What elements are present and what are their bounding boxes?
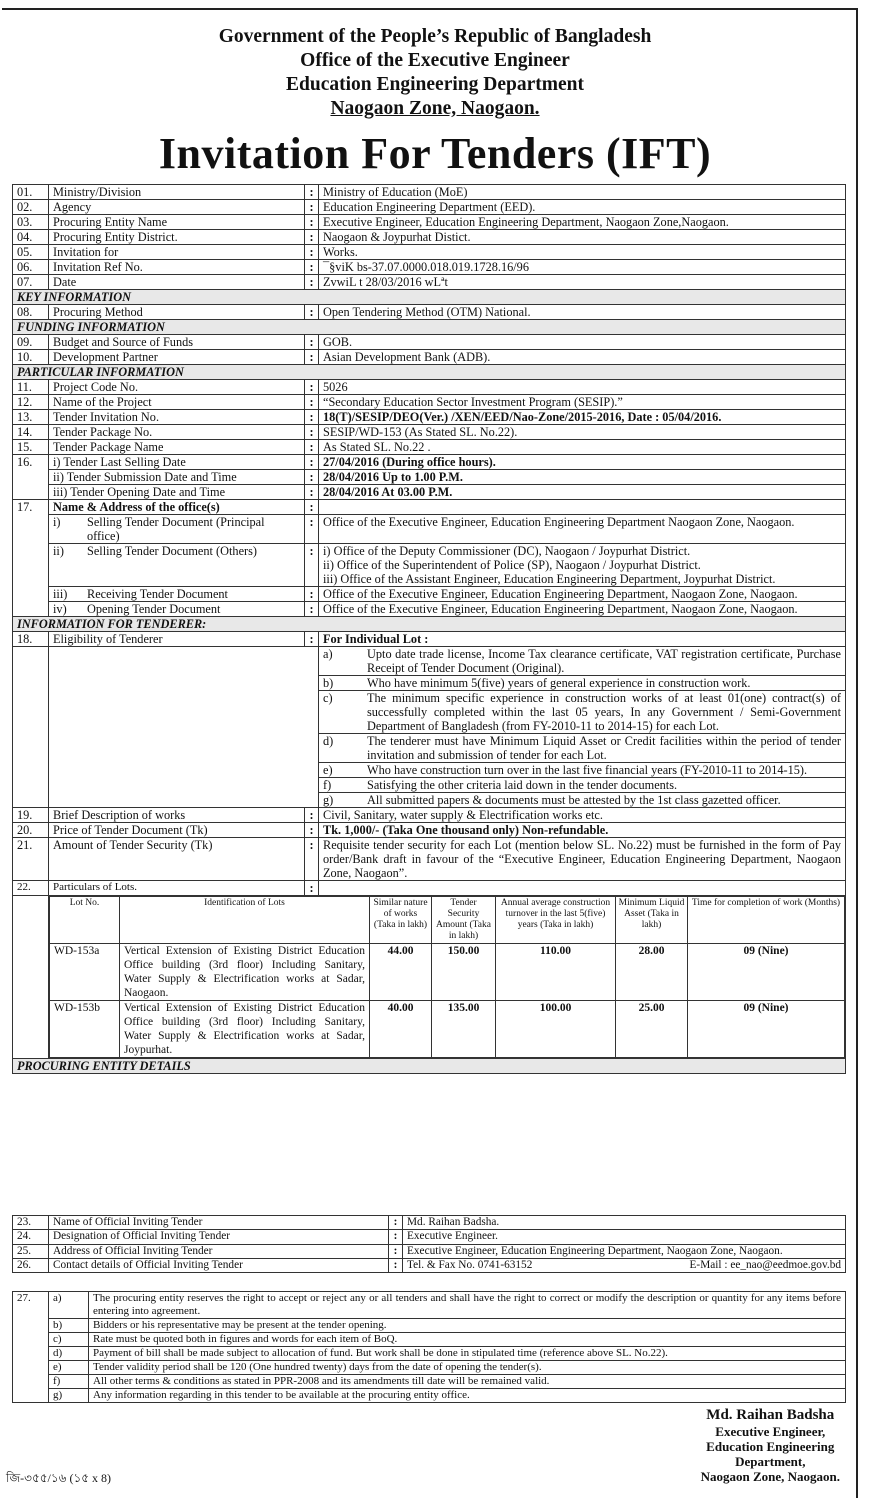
section-particular-information: PARTICULAR INFORMATION	[13, 365, 846, 380]
signatory-dept: Education Engineering	[706, 1439, 835, 1454]
notes-table	[12, 1291, 846, 1403]
note-row: f) All other terms & conditions as stated in PPR-2008 and its amendments till date will be remained valid.	[13, 1375, 846, 1389]
signatory-name: Md. Raihan Badsha	[706, 1407, 835, 1423]
table-row: 20. Price of Tender Document (Tk) : Tk. 1,000/- (Taka One thousand only) Non-refundable.	[13, 823, 846, 838]
table-row: 09. Budget and Source of Funds : GOB.	[13, 335, 846, 350]
eligibility-row: f) Satisfying the other criteria laid down in the tender documents.	[13, 778, 846, 793]
lot-row: WD-153b Vertical Extension of Existing District Education Office building (3rd floor) Including Sanitary, Water Supply & Electrification works at Sadar, Joypurhat. 40.00 135.00 100.00 25.00 09 (Nine)	[50, 1001, 845, 1058]
table-row: 24. Designation of Official Inviting Tender : Executive Engineer.	[13, 1230, 846, 1244]
note-row: 27. a) The procuring entity reserves the right to accept or reject any or all tenders and shall have the right to correct or modify the description or quantity for any items before entering into agreement.	[13, 1292, 846, 1319]
lots-row	[13, 896, 846, 1059]
signatory-dept-2: Department,	[735, 1454, 806, 1469]
signature-block	[701, 1406, 840, 1484]
section-funding-information: FUNDING INFORMATION	[13, 320, 846, 335]
eligibility-row: b) Who have minimum 5(five) years of general experience in construction work.	[13, 676, 846, 691]
table-row: 08. Procuring Method : Open Tendering Method (OTM) National.	[13, 305, 846, 320]
contact-tel: Tel. & Fax No. 0741-63152	[407, 1258, 533, 1271]
office-row: iv) Opening Tender Document : Office of the Executive Engineer, Education Engineering Department, Naogaon Zone, Naogaon.	[13, 602, 846, 617]
table-row: 13. Tender Invitation No. : 18(T)/SESIP/DEO(Ver.) /XEN/EED/Nao-Zone/2015-2016, Date : 05/04/2016.	[13, 410, 846, 425]
note-row: b) Bidders or his representative may be present at the tender opening.	[13, 1319, 846, 1333]
table-row: ii) Tender Submission Date and Time : 28/04/2016 Up to 1.00 P.M.	[13, 470, 846, 485]
table-row: 11. Project Code No. : 5026	[13, 380, 846, 395]
table-row: 10. Development Partner : Asian Development Bank (ADB).	[13, 350, 846, 365]
table-row: 03. Procuring Entity Name : Executive Engineer, Education Engineering Department, Naogaon Zone,Naogaon.	[13, 215, 846, 230]
note-row: g) Any information regarding in this tender to be available at the procuring entity office.	[13, 1389, 846, 1403]
note-row: e) Tender validity period shall be 120 (One hundred twenty) days from the date of opening the tender(s).	[13, 1361, 846, 1375]
table-row: 17. Name & Address of the office(s) :	[13, 500, 846, 515]
contact-email: E-Mail : ee_nao@eedmoe.gov.bd	[689, 1258, 841, 1271]
table-row: 18. Eligibility of Tenderer : For Individual Lot :	[13, 632, 846, 647]
table-row: 06. Invitation Ref No. : ¯§viK bs-37.07.0000.018.019.1728.16/96	[13, 260, 846, 275]
table-row: 15. Tender Package Name : As Stated SL. No.22 .	[13, 440, 846, 455]
eligibility-row: a) Upto date trade license, Income Tax clearance certificate, VAT registration certificate, Purchase Receipt of Tender Document (Original).	[13, 647, 846, 676]
note-row: c) Rate must be quoted both in figures and words for each item of BoQ.	[13, 1333, 846, 1347]
lots-header: Lot No. Identification of Lots Similar nature of works (Taka in lakh) Tender Security Amount (Taka in lakh) Annual average construction turnover in the last 5(five) years (Taka in lakh) Minimum Liquid Asset (Taka in lakh) Time for completion of work (Months)	[50, 897, 845, 944]
zone-heading: Naogaon Zone, Naogaon.	[330, 98, 540, 119]
section-information-for-tenderer: INFORMATION FOR TENDERER:	[13, 617, 846, 632]
lots-table	[49, 896, 845, 1058]
table-row: 25. Address of Official Inviting Tender : Executive Engineer, Education Engineering Department, Naogaon Zone, Naogaon.	[13, 1244, 846, 1258]
table-row: 21. Amount of Tender Security (Tk) : Requisite tender security for each Lot (mention below SL. No.22) must be furnished in the form of Pay order/Bank draft in favour of the “Executive Engineer, Education Engineering Department, Naogaon Zone, Naogaon”.	[13, 838, 846, 881]
govt-heading: Government of the People’s Republic of Bangladesh	[218, 26, 652, 47]
signatory-title: Executive Engineer,	[715, 1424, 826, 1439]
procuring-table	[12, 1215, 846, 1273]
office-row: ii) Selling Tender Document (Others) : i) Office of the Deputy Commissioner (DC), Naogaon / Joypurhat District. ii) Office of the Superintendent of Police (SP), Naogaon / Joypurhat District. iii) Office of the Assistant Engineer, Education Engineering Department, Joypurhat District.	[13, 544, 846, 587]
eligibility-row: c) The minimum specific experience in construction works of at least 01(one) contract(s) of successfully completed within the last 05 years, In any Government / Semi-Government Department of Bangladesh (from FY-2010-11 to 2014-15) for each Lot.	[13, 691, 846, 734]
table-row: 19. Brief Description of works : Civil, Sanitary, water supply & Electrification works etc.	[13, 808, 846, 823]
note-row: d) Payment of bill shall be made subject to allocation of fund. But work shall be done in stipulated time (reference above SL. No.22).	[13, 1347, 846, 1361]
lot-row: WD-153a Vertical Extension of Existing District Education Office building (3rd floor) Including Sanitary, Water Supply & Electrification works at Sadar, Naogaon. 44.00 150.00 110.00 28.00 09 (Nine)	[50, 944, 845, 1001]
table-row: 16. i) Tender Last Selling Date : 27/04/2016 (During office hours).	[13, 455, 846, 470]
table-row: 26. Contact details of Official Inviting Tender : Tel. & Fax No. 0741-63152 E-Mail : ee_nao@eedmoe.gov.bd	[13, 1258, 846, 1272]
eligibility-row: d) The tenderer must have Minimum Liquid Asset or Credit facilities within the period of tender invitation and submission of tender for each Lot.	[13, 734, 846, 763]
table-row: 23. Name of Official Inviting Tender : Md. Raihan Badsha.	[13, 1216, 846, 1230]
table-row: 04. Procuring Entity District. : Naogaon & Joypurhat Distict.	[13, 230, 846, 245]
footer-code: জি-৩৫৫/১৬ (১৫ x 8)	[6, 1471, 112, 1485]
table-row: 07. Date : ZvwiL t 28/03/2016 wLªt	[13, 275, 846, 290]
signatory-zone: Naogaon Zone, Naogaon.	[700, 1469, 840, 1484]
lots-header-row: 22. Particulars of Lots. :	[13, 881, 846, 896]
table-row: 05. Invitation for : Works.	[13, 245, 846, 260]
eligibility-row: e) Who have construction turn over in the last five financial years (FY-2010-11 to 2014-15).	[13, 763, 846, 778]
office-row: iii) Receiving Tender Document : Office of the Executive Engineer, Education Engineering Department, Naogaon Zone, Naogaon.	[13, 587, 846, 602]
section-procuring-entity-details: PROCURING ENTITY DETAILS	[13, 1059, 846, 1074]
table-row: iii) Tender Opening Date and Time : 28/04/2016 At 03.00 P.M.	[13, 485, 846, 500]
eligibility-row: g) All submitted papers & documents must be attested by the 1st class gazetted officer.	[13, 793, 846, 808]
department-heading: Education Engineering Department	[286, 74, 584, 95]
section-key-information: KEY INFORMATION	[13, 290, 846, 305]
office-row: i) Selling Tender Document (Principal office) : Office of the Executive Engineer, Education Engineering Department Naogaon Zone, Naogaon.	[13, 515, 846, 544]
office-heading: Office of the Executive Engineer	[300, 50, 570, 71]
table-row: 02. Agency : Education Engineering Department (EED).	[13, 200, 846, 215]
table-row: 14. Tender Package No. : SESIP/WD-153 (As Stated SL. No.22).	[13, 425, 846, 440]
table-row: 01. Ministry/Division : Ministry of Education (MoE)	[13, 185, 846, 200]
tender-table	[12, 184, 846, 1074]
table-row: 12. Name of the Project : “Secondary Education Sector Investment Program (SESIP).”	[13, 395, 846, 410]
document-title: Invitation For Tenders (IFT)	[158, 129, 712, 178]
